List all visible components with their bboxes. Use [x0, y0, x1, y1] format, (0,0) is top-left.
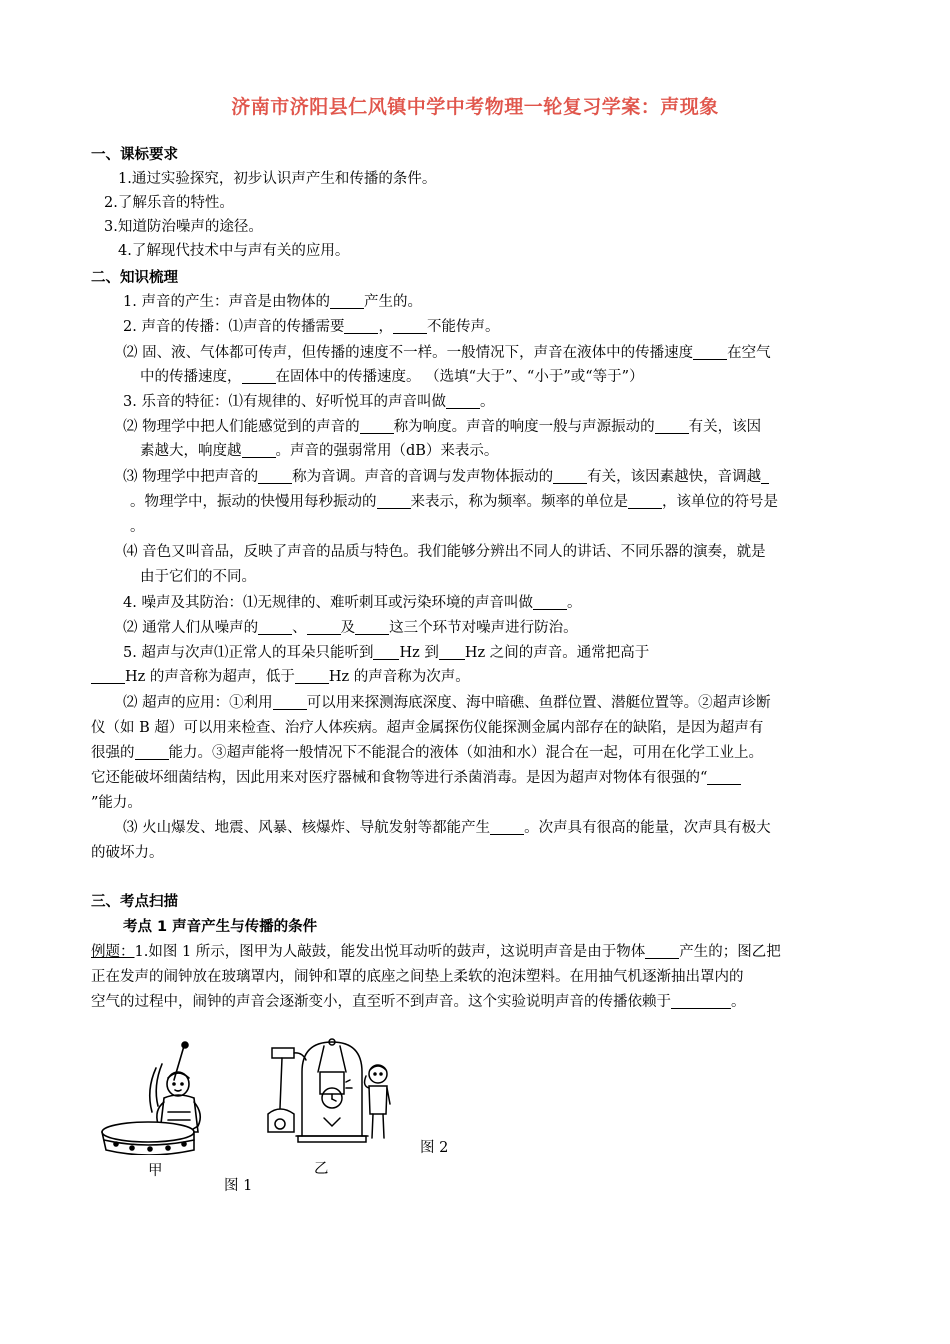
- text-line: 5. 超声与次声⑴正常人的耳朵只能听到 Hz 到 Hz 之间的声音。通常把高于: [123, 645, 650, 661]
- fill-blank: [655, 418, 689, 434]
- text-line: ⑵ 超声的应用：①利用 可以用来探测海底深度、海中暗礁、鱼群位置、潜艇位置等。②超声诊断: [123, 695, 771, 711]
- fill-blank: [258, 468, 292, 484]
- text-line: ⑵ 通常人们从噪声的 、 及 这三个环节对噪声进行防治。: [123, 620, 578, 636]
- text-line: 空气的过程中，闹钟的声音会逐渐变小，直至听不到声音。这个实验说明声音的传播依赖于 。: [91, 994, 746, 1010]
- text-line: 的破坏力。: [91, 845, 164, 861]
- requirement-item-3: 3.知道防治噪声的途径。: [104, 219, 263, 235]
- bell-jar-experiment-illustration: [262, 1036, 392, 1151]
- fill-blank: [490, 819, 524, 835]
- figure-caption-2: 图 2: [420, 1140, 449, 1156]
- text-line: 3. 乐音的特征：⑴有规律的、好听悦耳的声音叫做 。: [123, 394, 495, 410]
- section-heading-requirements: 一、课标要求: [91, 147, 178, 163]
- text-line: ”能力。: [91, 795, 142, 811]
- text-line: 正在发声的闹钟放在玻璃罩内，闹钟和罩的底座之间垫上柔软的泡沫塑料。在用抽气机逐渐抽出罩内的: [91, 969, 744, 985]
- text-line: ⑵ 固、液、气体都可传声，但传播的速度不一样。一般情况下，声音在液体中的传播速度 在空气: [123, 345, 771, 361]
- text-line: 。: [130, 519, 145, 535]
- drum-player-illustration: [98, 1040, 220, 1155]
- text-line: ⑶ 火山爆发、地震、风暴、核爆炸、导航发射等都能产生 。次声具有很高的能量，次声具有极大: [123, 820, 771, 836]
- text-line: 4. 噪声及其防治：⑴无规律的、难听刺耳或污染环境的声音叫做 。: [123, 595, 582, 611]
- fill-blank: [446, 393, 480, 409]
- fill-blank: [373, 644, 399, 660]
- page-title: 济南市济阳县仁风镇中学中考物理一轮复习学案：声现象: [231, 96, 719, 118]
- fill-blank: [307, 619, 341, 635]
- fill-blank: [671, 993, 731, 1009]
- text-line: ⑵ 物理学中把人们能感觉到的声音的 称为响度。声音的响度一般与声源振动的 有关，该因: [123, 419, 762, 435]
- fill-blank: [258, 619, 292, 635]
- fill-blank: [295, 668, 329, 684]
- text-line: Hz 的声音称为超声，低于 Hz 的声音称为次声。: [91, 667, 470, 687]
- fill-blank: [645, 943, 679, 959]
- figure-label-jia: 甲: [148, 1163, 163, 1179]
- section-heading-knowledge: 二、知识梳理: [91, 270, 178, 286]
- fill-blank: [439, 644, 465, 660]
- requirement-item-1: 1.通过实验探究，初步认识声产生和传播的条件。: [118, 171, 437, 187]
- section-heading-exam-points: 三、考点扫描: [91, 894, 178, 910]
- text-line: 很强的 能力。③超声能将一般情况下不能混合的液体（如油和水）混合在一起，可用在化学工业上。: [91, 745, 763, 761]
- fill-blank: [377, 493, 411, 509]
- fill-blank: [707, 769, 741, 785]
- text-line: 2. 声音的传播：⑴声音的传播需要 ， 不能传声。: [123, 319, 500, 335]
- fill-blank: [242, 368, 276, 384]
- fill-blank: [693, 344, 727, 360]
- exam-point-title: 考点 1 声音产生与传播的条件: [123, 919, 318, 935]
- fill-blank: [761, 468, 769, 484]
- text-line: 由于它们的不同。: [140, 569, 256, 585]
- text-line: 素越大，响度越 。声音的强弱常用（dB）来表示。: [140, 443, 499, 459]
- text-line: 1. 声音的产生：声音是由物体的 产生的。: [123, 294, 422, 310]
- fill-blank: [135, 744, 169, 760]
- fill-blank: [344, 318, 378, 334]
- fill-blank: [355, 619, 389, 635]
- figure-caption-1: 图 1: [224, 1178, 253, 1194]
- text-line: 例题：1.如图 1 所示，图甲为人敲鼓，能发出悦耳动听的鼓声，这说明声音是由于物体 产生的；图乙把: [91, 944, 781, 960]
- text-line: 中的传播速度， 在固体中的传播速度。 （选填“大于”、“小于”或“等于”）: [140, 369, 644, 385]
- fill-blank: [553, 468, 587, 484]
- fill-blank: [360, 418, 394, 434]
- fill-blank: [91, 668, 125, 684]
- text-line: 仪（如 B 超）可以用来检查、治疗人体疾病。超声金属探伤仪能探测金属内部存在的缺陷，是因为超声有: [91, 720, 764, 736]
- requirement-item-4: 4.了解现代技术中与声有关的应用。: [118, 243, 350, 259]
- fill-blank: [242, 442, 276, 458]
- fill-blank: [273, 694, 307, 710]
- figure-label-yi: 乙: [314, 1161, 329, 1177]
- text-line: 它还能破坏细菌结构，因此用来对医疗器械和食物等进行杀菌消毒。是因为超声对物体有很强的“: [91, 768, 741, 788]
- text-line: ⑶ 物理学中把声音的 称为音调。声音的音调与发声物体振动的 有关，该因素越快，音调越: [123, 467, 769, 487]
- fill-blank: [628, 493, 662, 509]
- fill-blank: [330, 293, 364, 309]
- text-line: ⑷ 音色又叫音品，反映了声音的品质与特色。我们能够分辨出不同人的讲话、不同乐器的演奏，就是: [123, 544, 766, 560]
- requirement-item-2: 2.了解乐音的特性。: [104, 195, 234, 211]
- fill-blank: [393, 318, 427, 334]
- text-line: 。物理学中，振动的快慢用每秒振动的 来表示，称为频率。频率的单位是 ，该单位的符号是: [130, 494, 778, 510]
- fill-blank: [533, 594, 567, 610]
